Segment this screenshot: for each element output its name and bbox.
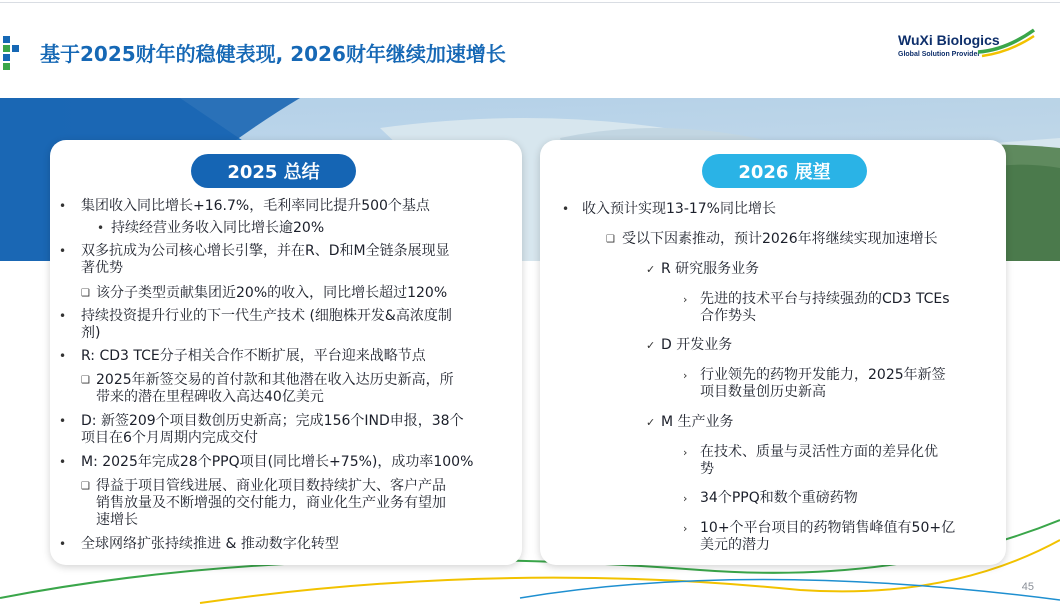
left-item-4-sub-line2: 带来的潜在里程碑收入高达40亿美元 <box>96 389 324 405</box>
checkmark-icon: ✓ <box>646 263 656 276</box>
bullet-dot: • <box>59 199 67 213</box>
right-m-detail3-line1: 10+个平台项目的药物销售峰值有50+亿 <box>700 520 956 536</box>
bullet-square-icon: ❑ <box>606 234 615 245</box>
left-item-2-sub: 该分子类型贡献集团近20%的收入，同比增长超过120% <box>96 285 448 301</box>
left-item-6-sub-line2: 销售放量及不断增强的交付能力，商业化生产业务有望加 <box>96 495 446 511</box>
bullet-dot: • <box>97 221 105 235</box>
bullet-dot: • <box>59 537 67 551</box>
left-item-7: 全球网络扩张持续推进 & 推动数字化转型 <box>81 536 339 552</box>
arrow-bullet-icon: › <box>683 522 688 535</box>
right-r-detail-line1: 先进的技术平台与持续强劲的CD3 TCEs <box>700 291 950 307</box>
left-item-2-line1: 双多抗成为公司核心增长引擎，并在R、D和M全链条展现显 <box>81 243 450 259</box>
right-m-heading: M 生产业务 <box>661 414 734 430</box>
right-r-heading: R 研究服务业务 <box>661 261 760 277</box>
page-number: 45 <box>1021 581 1034 593</box>
left-item-1: 集团收入同比增长+16.7%，毛利率同比提升500个基点 <box>81 198 430 214</box>
arrow-bullet-icon: › <box>683 446 688 459</box>
right-item-2: 受以下因素推动，预计2026年将继续实现加速增长 <box>622 231 938 247</box>
left-item-6: M: 2025年完成28个PPQ项目(同比增长+75%)，成功率100% <box>81 454 474 470</box>
bullet-dot: • <box>562 202 570 216</box>
bullet-square-icon: ❑ <box>81 375 90 386</box>
arrow-bullet-icon: › <box>683 492 688 505</box>
bullet-dot: • <box>59 414 67 428</box>
right-d-detail-line2: 项目数量创历史新高 <box>700 384 826 400</box>
arrow-bullet-icon: › <box>683 369 688 382</box>
right-m-detail1-line1: 在技术、质量与灵活性方面的差异化优 <box>700 444 938 460</box>
summary-2025-card <box>50 140 522 565</box>
right-item-1: 收入预计实现13-17%同比增长 <box>582 201 776 217</box>
arrow-bullet-icon: › <box>683 293 688 306</box>
logo-name: WuXi Biologics <box>898 32 1000 48</box>
bullet-square-icon: ❑ <box>81 481 90 492</box>
left-item-5-line2: 项目在6个月周期内完成交付 <box>81 430 258 446</box>
right-m-detail3-line2: 美元的潜力 <box>700 537 770 553</box>
right-d-heading: D 开发业务 <box>661 337 733 353</box>
bullet-dot: • <box>59 244 67 258</box>
outlook-2026-heading: 2026 展望 <box>702 154 867 188</box>
bullet-dot: • <box>59 349 67 363</box>
right-d-detail-line1: 行业领先的药物开发能力，2025年新签 <box>700 367 946 383</box>
summary-2025-heading: 2025 总结 <box>191 154 356 188</box>
left-item-6-sub-line3: 速增长 <box>96 512 138 528</box>
logo-tagline: Global Solution Provider <box>898 51 981 58</box>
left-item-4: R: CD3 TCE分子相关合作不断扩展，平台迎来战略节点 <box>81 348 426 364</box>
right-m-detail1-line2: 势 <box>700 461 714 477</box>
left-item-2-line2: 著优势 <box>81 260 123 276</box>
bullet-square-icon: ❑ <box>81 288 90 299</box>
bullet-dot: • <box>59 455 67 469</box>
left-item-3-line2: 剂) <box>81 325 101 341</box>
checkmark-icon: ✓ <box>646 339 656 352</box>
left-item-3-line1: 持续投资提升行业的下一代生产技术 (细胞株开发&高浓度制 <box>81 308 452 324</box>
page-title: 基于2025财年的稳健表现, 2026财年继续加速增长 <box>40 42 506 66</box>
left-item-5-line1: D: 新签209个项目数创历史新高；完成156个IND申报，38个 <box>81 413 464 429</box>
right-r-detail-line2: 合作势头 <box>700 308 756 324</box>
right-m-detail2: 34个PPQ和数个重磅药物 <box>700 490 858 506</box>
left-item-6-sub-line1: 得益于项目管线进展、商业化项目数持续扩大、客户产品 <box>96 478 446 494</box>
bullet-dot: • <box>59 309 67 323</box>
left-item-1-sub: 持续经营业务收入同比增长逾20% <box>111 220 325 236</box>
left-item-4-sub-line1: 2025年新签交易的首付款和其他潜在收入达历史新高，所 <box>96 372 454 388</box>
checkmark-icon: ✓ <box>646 416 656 429</box>
outlook-2026-card <box>540 140 1006 565</box>
